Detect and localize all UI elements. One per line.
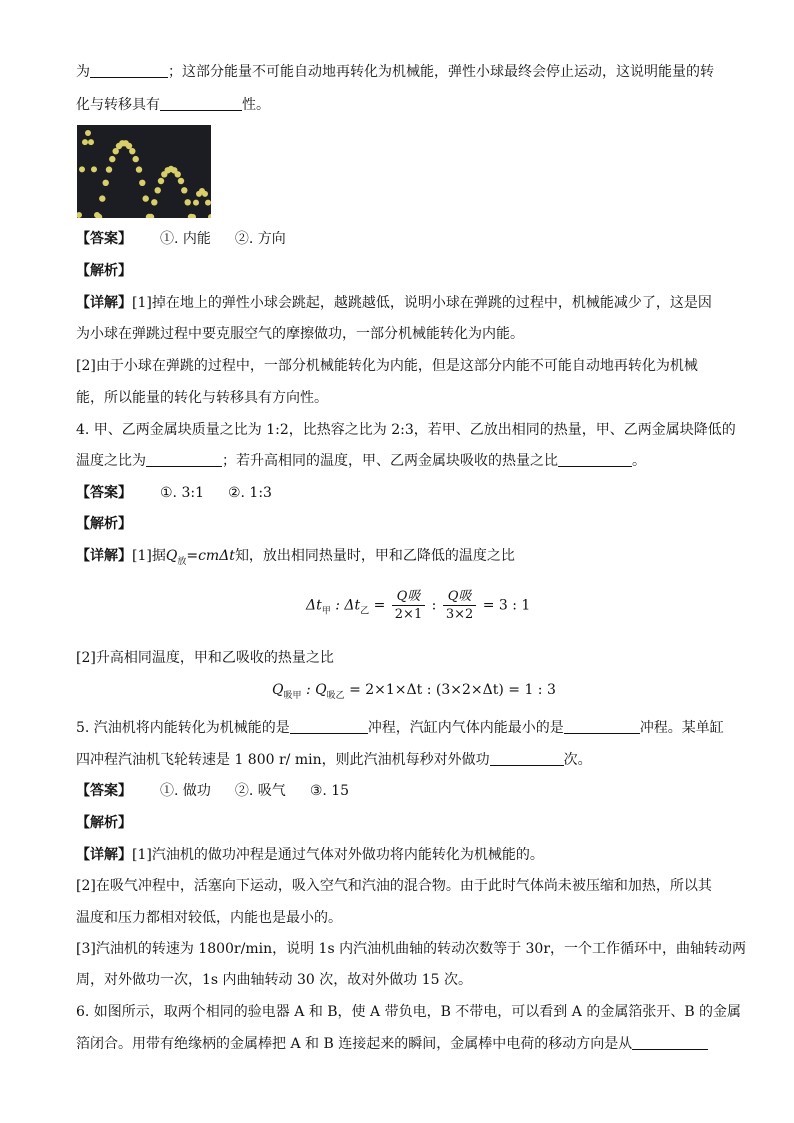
- q4-detail-2: [2]升高相同温度，甲和乙吸收的热量之比: [76, 650, 334, 666]
- q3-detail-1b: 为小球在弹跳过程中要克服空气的摩擦做功，一部分机械能转化为内能。: [76, 326, 524, 342]
- answer-blank: [90, 63, 168, 78]
- q3-analysis-label: 【解析】: [76, 263, 132, 279]
- q3-answer: 【答案】 ①. 内能 ②. 方向: [76, 231, 286, 247]
- q5-answer: 【答案】 ①. 做功 ②. 吸气 ③. 15: [76, 783, 350, 799]
- answer-blank: [632, 1035, 708, 1050]
- q5-question-line-2: 四冲程汽油机飞轮转速是 1 800 r/ min，则此汽油机每秒对外做功 次。: [76, 752, 592, 768]
- answer-blank: [160, 96, 242, 111]
- q4-equation-1: $\Delta t_甲$ : $\Delta t_乙$ = $\frac{\text{Q吸}}{2\times 1}$ : $\frac{\text{Q吸}}{3\times 2}$ = 3 : 1: [306, 589, 531, 622]
- q5-analysis-label: 【解析】: [76, 815, 132, 831]
- q3-question-line-2: 化与转移具有 性。: [76, 97, 270, 113]
- q4-detail-1: 【详解】[1]据$Q_放=cm\Delta t$知，放出相同热量时，甲和乙降低的温度之比: [76, 548, 515, 567]
- q3-detail-2b: 能，所以能量的转化与转移具有方向性。: [76, 390, 328, 406]
- q5-detail-3a: [3]汽油机的转速为 1800r/min，说明 1s 内汽油机曲轴的转动次数等于 30r，一个工作循环中，曲轴转动两: [76, 941, 747, 957]
- fraction-1: $\frac{\text{Q吸}}{2\times 1}$: [392, 588, 425, 623]
- q4-equation-2: $Q_{吸甲}$ : $Q_{吸乙} = 2\times 1\times\Delta t$ : (3×2×Δt) = 1 : 3: [272, 682, 556, 701]
- answer-blank: [564, 719, 640, 734]
- q3-question-line-1: 为 ；这部分能量不可能自动地再转化为机械能，弹性小球最终会停止运动，这说明能量的转: [76, 64, 714, 80]
- answer-blank: [146, 452, 222, 467]
- q4-analysis-label: 【解析】: [76, 516, 132, 532]
- q6-question-line-1: 6. 如图所示，取两个相同的验电器 A 和 B，使 A 带负电，B 不带电，可以看到 A 的金属箔张开、B 的金属: [76, 1004, 742, 1020]
- q5-question-line-1: 5. 汽油机将内能转化为机械能的是 冲程，汽缸内气体内能最小的是 冲程。某单缸: [76, 720, 724, 736]
- q4-question-line-2: 温度之比为 ；若升高相同的温度，甲、乙两金属块吸收的热量之比 。: [76, 453, 646, 469]
- q5-detail-2b: 温度和压力都相对较低，内能也是最小的。: [76, 910, 342, 926]
- answer-blank: [490, 751, 564, 766]
- answer-blank: [558, 452, 632, 467]
- answer-blank: [290, 719, 368, 734]
- q4-answer: 【答案】 ①. 3:1 ②. 1:3: [76, 485, 272, 501]
- q3-detail-1a: 【详解】[1]掉在地上的弹性小球会跳起，越跳越低，说明小球在弹跳的过程中，机械能减少了，这是因: [76, 295, 712, 311]
- q5-detail-1: 【详解】[1]汽油机的做功冲程是通过气体对外做功将内能转化为机械能的。: [76, 847, 544, 863]
- fraction-2: $\frac{\text{Q吸}}{3\times 2}$: [443, 588, 476, 623]
- q5-detail-3b: 周，对外做功一次，1s 内曲轴转动 30 次，故对外做功 15 次。: [76, 972, 472, 988]
- q6-question-line-2: 箔闭合。用带有绝缘柄的金属棒把 A 和 B 连接起来的瞬间，金属棒中电荷的移动方向是从: [76, 1034, 708, 1054]
- q4-question-line-1: 4. 甲、乙两金属块质量之比为 1:2，比热容之比为 2:3，若甲、乙放出相同的热量，甲、乙两金属块降低的: [76, 422, 736, 438]
- bouncing-ball-photo: [77, 125, 211, 218]
- q5-detail-2a: [2]在吸气冲程中，活塞向下运动，吸入空气和汽油的混合物。由于此时气体尚未被压缩和加热，所以其: [76, 878, 712, 894]
- q3-detail-2a: [2]由于小球在弹跳的过程中，一部分机械能转化为内能，但是这部分内能不可能自动地再转化为机械: [76, 358, 698, 374]
